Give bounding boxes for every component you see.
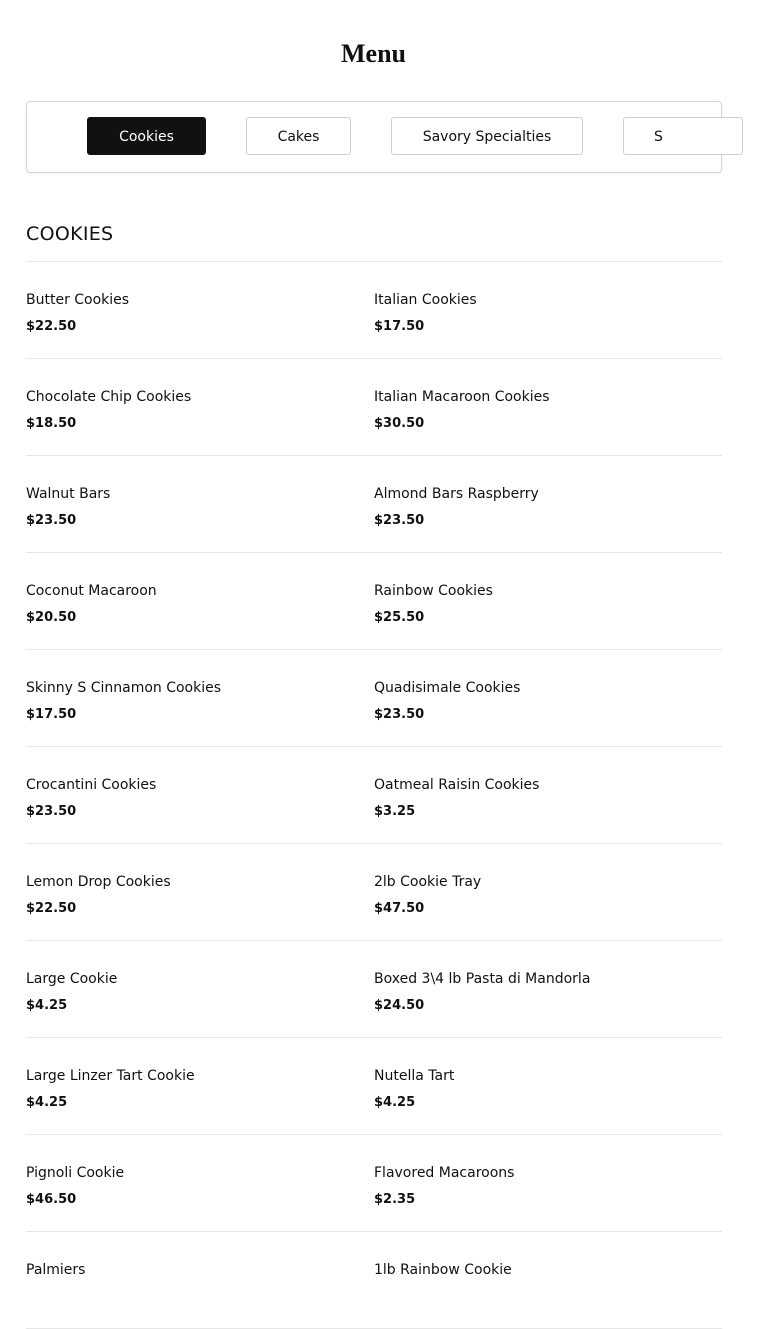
menu-row [26,456,722,553]
menu-item-price: $22.50 [26,319,77,334]
menu-item[interactable] [26,1135,366,1231]
menu-item[interactable] [374,844,714,940]
menu-item-price: $4.25 [26,998,68,1013]
menu-item-price: $17.50 [374,319,425,334]
menu-item-name: Walnut Bars [26,486,111,502]
category-tab-bar [26,101,722,173]
tab-cakes[interactable]: Cakes [246,117,351,155]
menu-item-price: $2.35 [374,1192,416,1207]
menu-item[interactable] [26,844,366,940]
menu-item[interactable] [374,1135,714,1231]
menu-item-price: $18.50 [26,416,77,431]
menu-item-price: $47.50 [374,901,425,916]
menu-item-name: Crocantini Cookies [26,777,157,793]
menu-item[interactable] [26,262,366,358]
menu-item-name: Palmiers [26,1262,86,1278]
page-title: Menu [341,39,406,68]
menu-item-name: Boxed 3\4 lb Pasta di Mandorla [374,971,591,987]
menu-item-price: $23.50 [26,804,77,819]
menu-item-price: $30.50 [374,416,425,431]
menu-item-name: Chocolate Chip Cookies [26,389,192,405]
menu-item[interactable] [26,456,366,552]
menu-row [26,941,722,1038]
menu-item-price: $4.25 [374,1095,416,1110]
tab-cookies[interactable]: Cookies [87,117,206,155]
menu-item-name: Butter Cookies [26,292,130,308]
menu-item-name: Nutella Tart [374,1068,455,1084]
menu-item-name: 2lb Cookie Tray [374,874,482,890]
menu-row [26,1038,722,1135]
menu-item-price: $46.50 [26,1192,77,1207]
menu-item-name: Lemon Drop Cookies [26,874,171,890]
menu-row [26,1232,722,1329]
menu-item[interactable] [26,650,366,746]
menu-item[interactable] [26,1038,366,1134]
menu-item[interactable] [26,941,366,1037]
menu-item[interactable] [26,553,366,649]
menu-item[interactable] [374,359,714,455]
menu-item-price: $25.50 [374,610,425,625]
menu-item-name: Pignoli Cookie [26,1165,125,1181]
menu-item[interactable] [374,1232,714,1328]
menu-item[interactable] [374,262,714,358]
menu-item[interactable] [374,456,714,552]
menu-item-name: Oatmeal Raisin Cookies [374,777,540,793]
category-tab-scroller[interactable] [87,102,662,172]
menu-item[interactable] [26,359,366,455]
menu-item-grid [26,262,722,1329]
menu-item-price: $23.50 [374,513,425,528]
menu-row [26,359,722,456]
menu-item-price: $20.50 [26,610,77,625]
menu-row [26,1135,722,1232]
menu-item-name: Rainbow Cookies [374,583,493,599]
menu-row [26,553,722,650]
menu-item-price: $24.50 [374,998,425,1013]
menu-item-name: Skinny S Cinnamon Cookies [26,680,222,696]
menu-item[interactable] [374,553,714,649]
menu-item-name: Coconut Macaroon [26,583,157,599]
menu-item[interactable] [374,747,714,843]
menu-item-name: Quadisimale Cookies [374,680,521,696]
menu-item-name: 1lb Rainbow Cookie [374,1262,512,1278]
tab-partially-visible[interactable]: S [623,117,743,155]
menu-item-price: $23.50 [26,513,77,528]
tab-savory-specialties[interactable]: Savory Specialties [391,117,583,155]
menu-item-name: Almond Bars Raspberry [374,486,539,502]
menu-item-price: $3.25 [374,804,416,819]
menu-row [26,747,722,844]
menu-item-price: $4.25 [26,1095,68,1110]
menu-item[interactable] [374,941,714,1037]
section-title: COOKIES [26,223,114,245]
menu-row [26,844,722,941]
menu-row [26,650,722,747]
menu-item-name: Large Cookie [26,971,118,987]
menu-item-price: $17.50 [26,707,77,722]
menu-row [26,262,722,359]
menu-item[interactable] [374,1038,714,1134]
menu-item[interactable] [374,650,714,746]
menu-item-name: Italian Cookies [374,292,477,308]
menu-item-price: $22.50 [26,901,77,916]
menu-item-name: Italian Macaroon Cookies [374,389,550,405]
menu-item-name: Flavored Macaroons [374,1165,515,1181]
menu-item-price: $23.50 [374,707,425,722]
menu-item-name: Large Linzer Tart Cookie [26,1068,195,1084]
menu-item[interactable] [26,1232,366,1328]
menu-item[interactable] [26,747,366,843]
